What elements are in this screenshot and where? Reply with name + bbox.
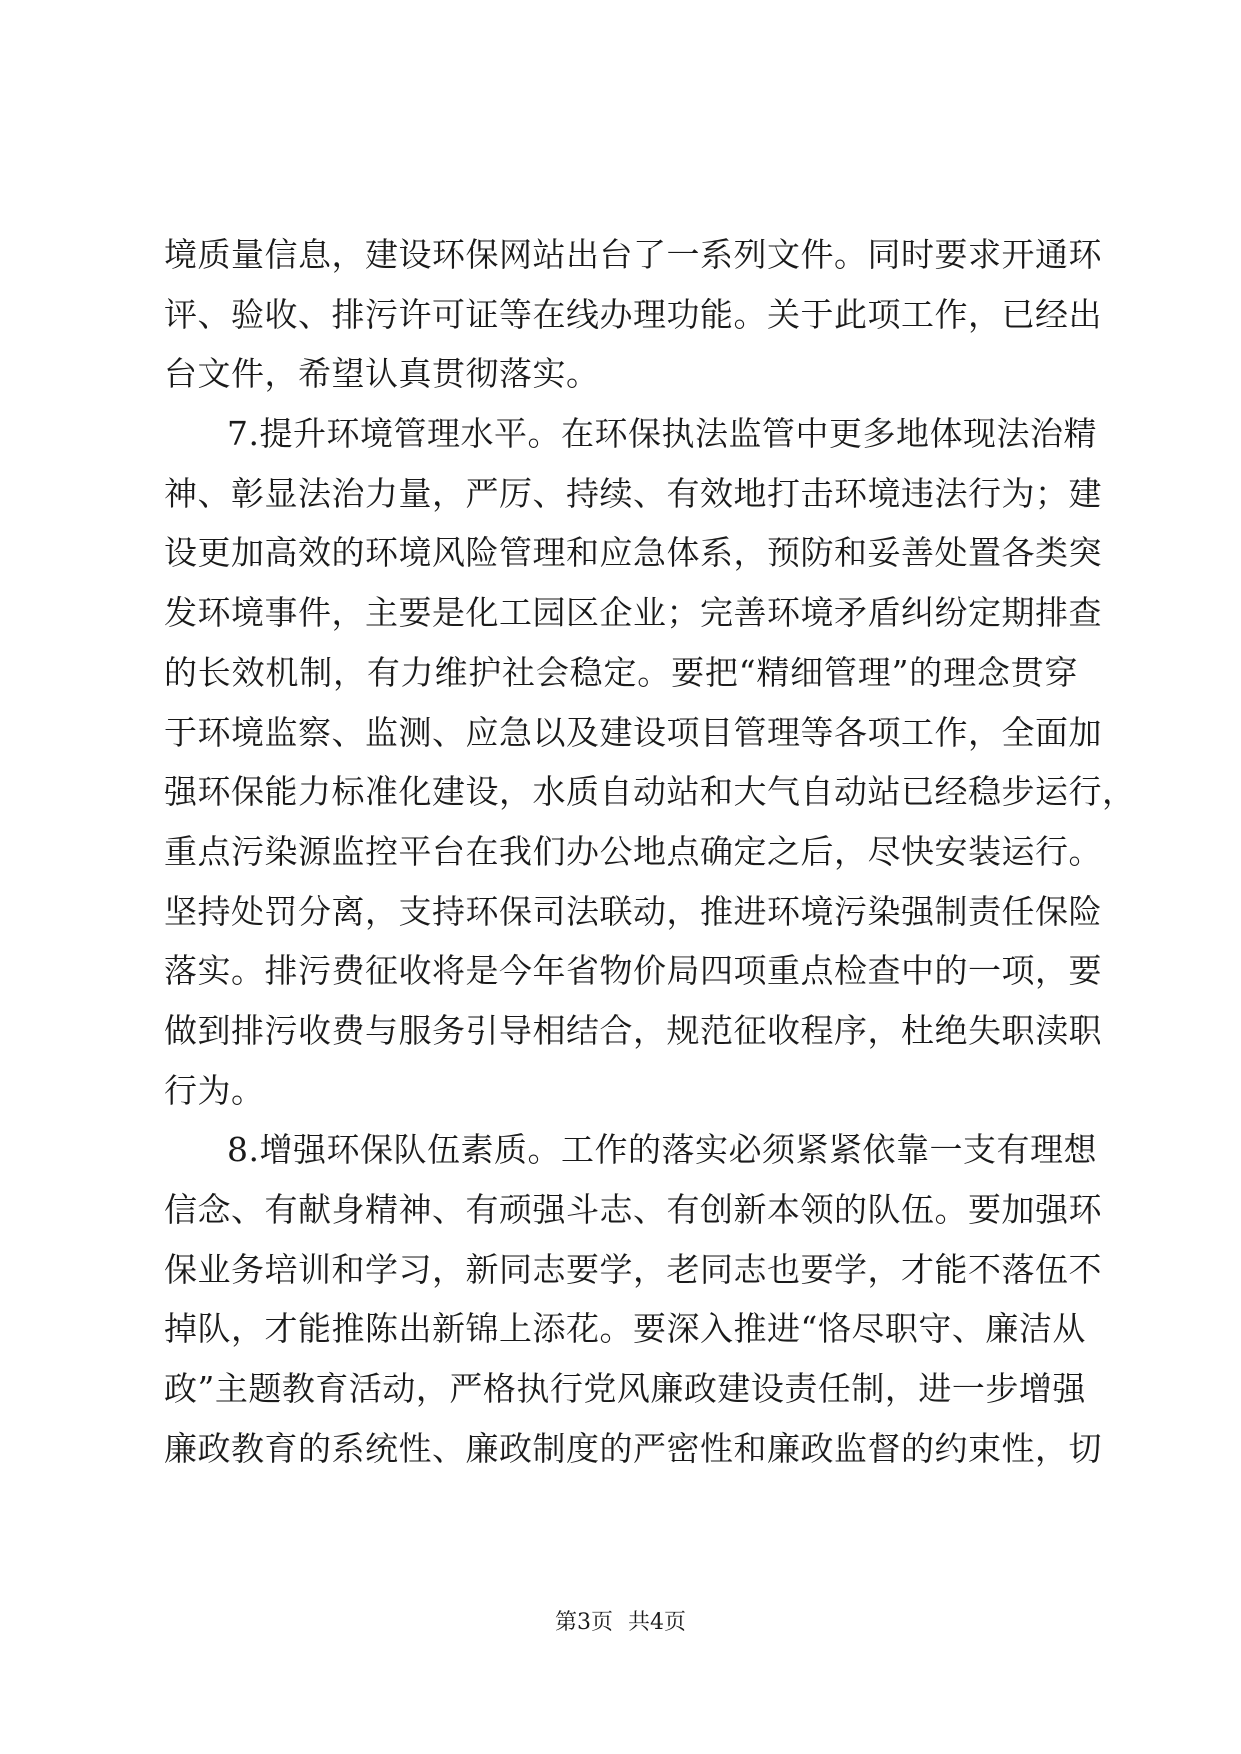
text-line: 设更加高效的环境风险管理和应急体系，预防和妥善处置各类突 [164,533,1102,573]
page-number: 第3页 [555,1610,613,1635]
body-text [164,225,1136,1478]
page-total: 共4页 [628,1610,686,1635]
section-7-heading-line: 7.提升环境管理水平。在环保执法监管中更多地体现法治精 [227,414,1097,454]
section-8-heading-line: 8.增强环保队伍素质。工作的落实必须紧紧依靠一支有理想 [227,1130,1097,1170]
page-footer [0,1608,1241,1638]
text-line: 强环保能力标准化建设，水质自动站和大气自动站已经稳步运行， [164,772,1136,812]
text-line: 重点污染源监控平台在我们办公地点确定之后，尽快安装运行。 [164,831,1102,871]
text-line: 保业务培训和学习，新同志要学，老同志也要学，才能不落伍不 [164,1249,1102,1289]
text-line: 廉政教育的系统性、廉政制度的严密性和廉政监督的约束性，切 [164,1428,1102,1468]
text-line: 掉队，才能推陈出新锦上添花。要深入推进“恪尽职守、廉洁从 [164,1309,1086,1349]
text-line: 政”主题教育活动，严格执行党风廉政建设责任制，进一步增强 [164,1369,1086,1409]
text-line: 评、验收、排污许可证等在线办理功能。关于此项工作，已经出 [164,294,1102,334]
text-line: 发环境事件，主要是化工园区企业；完善环境矛盾纠纷定期排查 [164,593,1102,633]
text-line: 坚持处罚分离，支持环保司法联动，推进环境污染强制责任保险 [164,891,1102,931]
text-line: 落实。排污费征收将是今年省物价局四项重点检查中的一项，要 [164,951,1102,991]
text-line: 行为。 [164,1070,265,1110]
text-line: 的长效机制，有力维护社会稳定。要把“精细管理”的理念贯穿 [164,652,1078,692]
text-line: 做到排污收费与服务引导相结合，规范征收程序，杜绝失职渎职 [164,1010,1102,1050]
text-line: 台文件，希望认真贯彻落实。 [164,354,600,394]
text-line: 信念、有献身精神、有顽强斗志、有创新本领的队伍。要加强环 [164,1190,1102,1229]
text-line: 于环境监察、监测、应急以及建设项目管理等各项工作，全面加 [164,712,1102,752]
text-line: 境质量信息，建设环保网站出台了一系列文件。同时要求开通环 [164,235,1102,274]
text-line: 神、彰显法治力量，严厉、持续、有效地打击环境违法行为；建 [164,473,1102,513]
